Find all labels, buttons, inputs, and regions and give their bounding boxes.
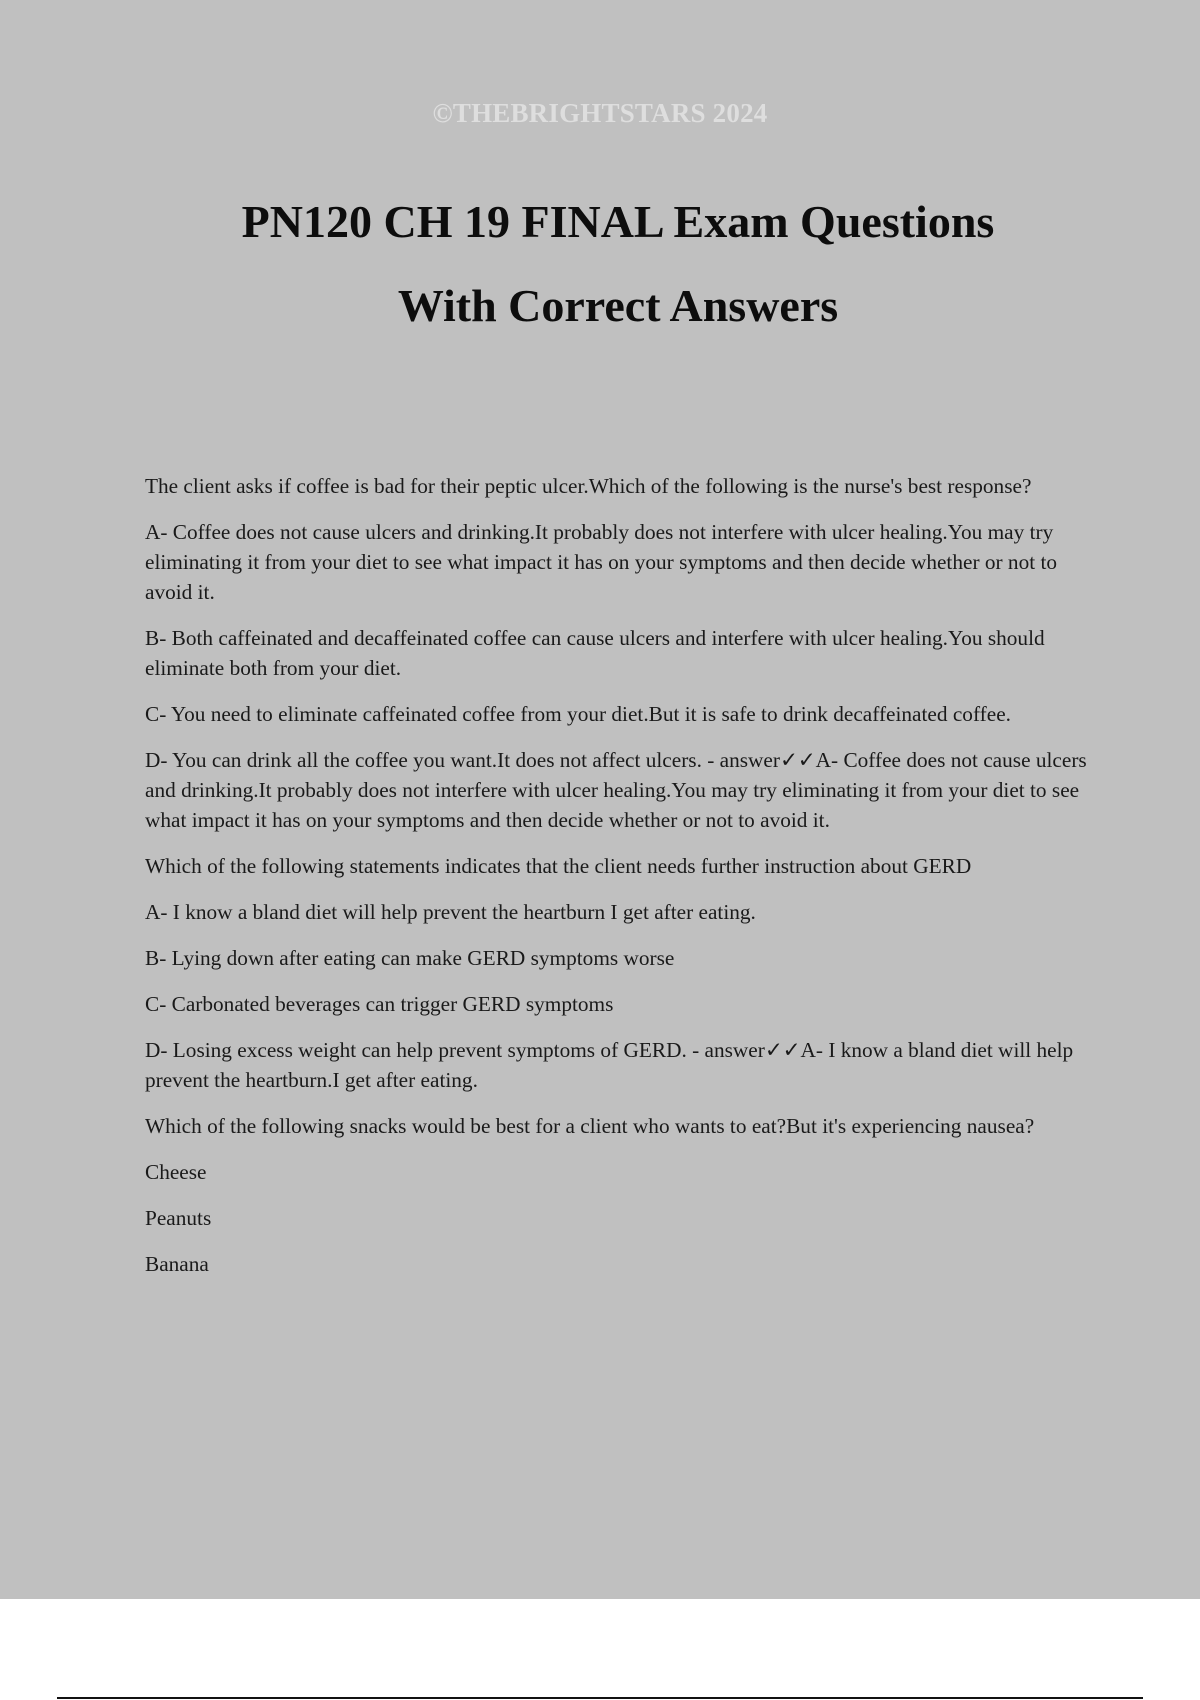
copyright-watermark: ©THEBRIGHTSTARS 2024	[432, 98, 768, 128]
question-1-option-a: A- Coffee does not cause ulcers and drinking.It probably does not interfere with ulcer healing.You may try eliminating it from your diet to see what impact it has on your symptoms and then decide whether or not to avoid it.	[145, 520, 1058, 604]
question-3-text: Which of the following snacks would be best for a client who wants to eat?But it's experiencing nausea?	[145, 1114, 1035, 1138]
question-3-option-banana: Banana	[145, 1252, 209, 1276]
question-3-option-peanuts: Peanuts	[145, 1206, 212, 1230]
question-1-text: The client asks if coffee is bad for their peptic ulcer.Which of the following is the nurse's best response?	[145, 474, 1032, 498]
question-3-option-cheese: Cheese	[145, 1160, 207, 1184]
footer-divider	[57, 1697, 1143, 1699]
question-1-option-b: B- Both caffeinated and decaffeinated coffee can cause ulcers and interfere with ulcer healing.You should eliminate both from your diet.	[145, 626, 1045, 680]
title-line-1: PN120 CH 19 FINAL Exam Questions	[241, 196, 995, 247]
question-2-text: Which of the following statements indicates that the client needs further instruction about GERD	[145, 854, 972, 878]
title-line-2: With Correct Answers	[397, 280, 839, 331]
question-1-option-d-answer: D- You can drink all the coffee you want.It does not affect ulcers. - answer✓✓A- Coffee does not cause ulcers and drinking.It probably does not interfere with ulcer healing.You may try eliminating it from your diet to see what impact it has on your symptoms and then decide whether or not to avoid it.	[145, 748, 1087, 832]
question-2-option-a: A- I know a bland diet will help prevent the heartburn I get after eating.	[145, 900, 756, 924]
question-2-option-b: B- Lying down after eating can make GERD symptoms worse	[145, 946, 675, 970]
question-content	[145, 471, 1090, 1295]
question-2-option-c: C- Carbonated beverages can trigger GERD symptoms	[145, 992, 614, 1016]
page-title	[0, 180, 1200, 348]
question-2-option-d-answer: D- Losing excess weight can help prevent symptoms of GERD. - answer✓✓A- I know a bland diet will help prevent the heartburn.I get after eating.	[145, 1038, 1074, 1092]
question-1-option-c: C- You need to eliminate caffeinated coffee from your diet.But it is safe to drink decaffeinated coffee.	[145, 702, 1011, 726]
